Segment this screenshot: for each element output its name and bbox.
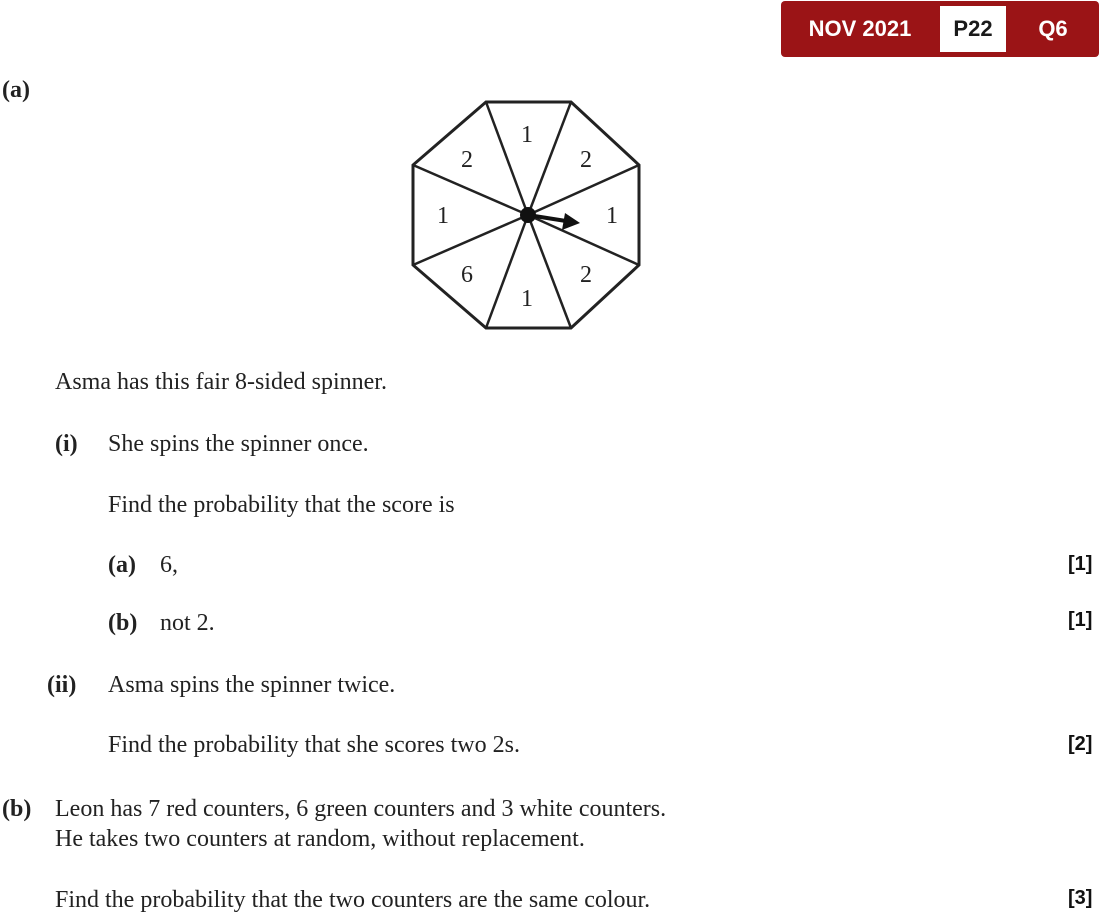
- part-a-i-text: She spins the spinner once.: [108, 431, 369, 457]
- part-a-ii-label: (ii): [47, 672, 77, 698]
- part-a-i-a-label: (a): [108, 552, 136, 578]
- spinner-section-bottom: 1: [521, 286, 533, 312]
- part-b-prompt: Find the probability that the two counters are the same colour.: [55, 887, 651, 913]
- part-a-i-prompt: Find the probability that the score is: [108, 492, 455, 518]
- part-b-line-2: He takes two counters at random, without replacement.: [55, 826, 585, 852]
- part-b-line-1: Leon has 7 red counters, 6 green counters and 3 white counters.: [55, 796, 667, 822]
- part-a-ii-text: Asma spins the spinner twice.: [108, 672, 396, 698]
- part-a-i-a-marks: [1]: [1068, 553, 1093, 575]
- exam-session: NOV 2021: [808, 16, 912, 41]
- spinner-section-top-left: 2: [461, 147, 473, 173]
- spinner-diagram: [400, 90, 660, 340]
- question-reference-badge: [781, 1, 1099, 57]
- spinner-section-bottom-left: 6: [461, 262, 473, 288]
- part-a-ii-prompt: Find the probability that she scores two 2s.: [108, 732, 520, 758]
- question-number: Q6: [1038, 16, 1068, 41]
- part-a-i-b-label: (b): [108, 610, 138, 636]
- part-a-i-a-text: 6,: [160, 552, 178, 578]
- spinner-section-top-right: 2: [580, 147, 592, 173]
- spinner-section-top: 1: [521, 122, 533, 148]
- part-a-ii-marks: [2]: [1068, 733, 1093, 755]
- part-a-i-label: (i): [55, 431, 78, 457]
- spinner-section-right: 1: [606, 203, 618, 229]
- part-b-marks: [3]: [1068, 887, 1093, 909]
- spinner-section-left: 1: [437, 203, 449, 229]
- spinner-intro: Asma has this fair 8-sided spinner.: [55, 369, 387, 395]
- part-b-label: (b): [2, 796, 32, 822]
- spinner-section-bottom-right: 2: [580, 262, 592, 288]
- paper-code: P22: [940, 6, 1006, 52]
- part-a-i-b-marks: [1]: [1068, 609, 1093, 631]
- part-a-i-b-text: not 2.: [160, 610, 215, 636]
- part-a-label: (a): [2, 77, 30, 103]
